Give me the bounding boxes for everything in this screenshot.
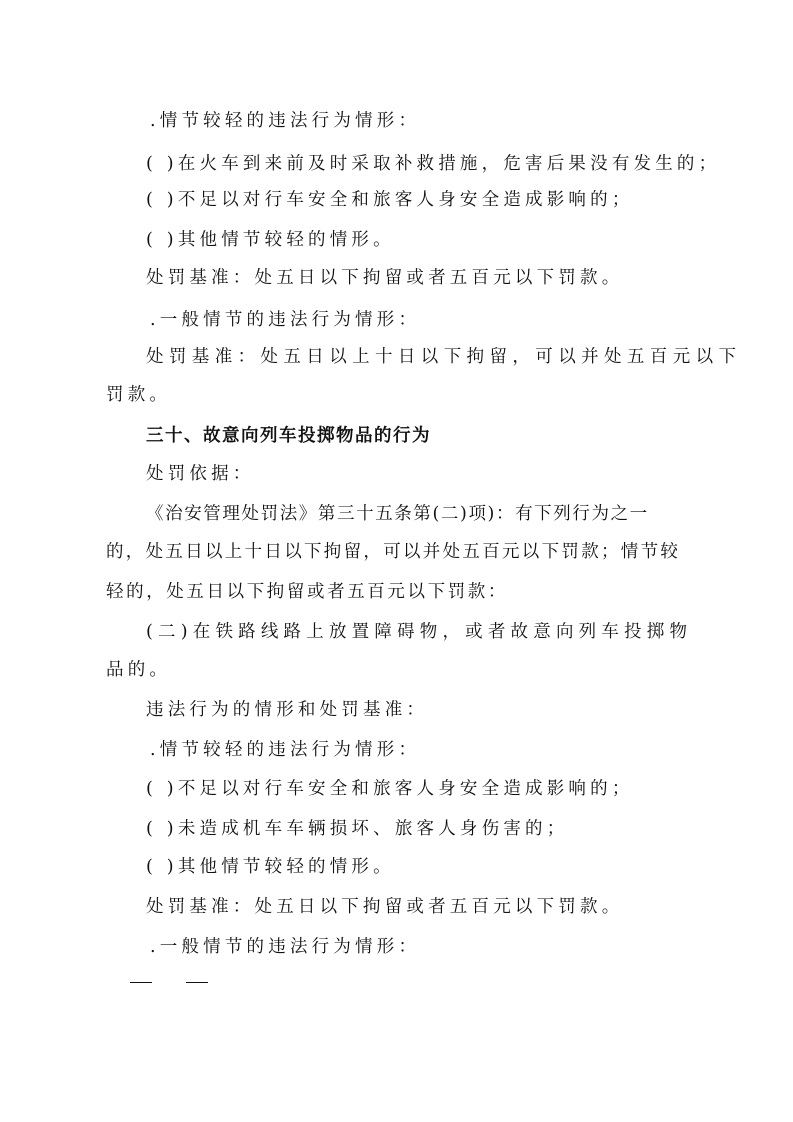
list-item: ( )在火车到来前及时采取补救措施，危害后果没有发生的； xyxy=(146,154,721,174)
list-item: ( )不足以对行车安全和旅客人身安全造成影响的； xyxy=(146,779,634,799)
section-heading: 三十、故意向列车投掷物品的行为 xyxy=(146,426,431,446)
dash-right xyxy=(186,982,208,983)
legal-citation-continued: 轻的，处五日以下拘留或者五百元以下罚款： xyxy=(106,582,508,602)
penalty-standard: 处罚基准：处五日以下拘留或者五百元以下罚款。 xyxy=(146,268,624,288)
legal-clause: (二)在铁路线路上放置障碍物，或者故意向列车投掷物 xyxy=(146,622,693,642)
dash-left xyxy=(130,982,152,983)
paragraph-general-circumstances: .一般情节的违法行为情形： xyxy=(150,310,421,330)
penalty-standard: 处罚基准：处五日以上十日以下拘留，可以并处五百元以下 xyxy=(146,347,742,367)
paragraph-minor-circumstances: .情节较轻的违法行为情形： xyxy=(150,111,421,131)
list-item: ( )其他情节较轻的情形。 xyxy=(146,857,395,877)
legal-clause-continued: 品的。 xyxy=(106,660,172,680)
legal-citation: 《治安管理处罚法》第三十五条第(二)项)：有下列行为之一 xyxy=(146,504,649,524)
legal-citation-continued: 的，处五日以上十日以下拘留，可以并处五百元以下罚款；情节较 xyxy=(106,542,681,562)
paragraph-general-circumstances: .一般情节的违法行为情形： xyxy=(150,937,421,957)
penalty-standard: 处罚基准：处五日以下拘留或者五百元以下罚款。 xyxy=(146,897,624,917)
list-item: ( )未造成机车车辆损坏、旅客人身伤害的； xyxy=(146,819,569,839)
paragraph-minor-circumstances: .情节较轻的违法行为情形： xyxy=(150,740,421,760)
penalty-standard-continued: 罚款。 xyxy=(106,385,172,405)
legal-basis-label: 处罚依据： xyxy=(146,464,255,484)
page-number-marker xyxy=(130,972,208,992)
subsection-label: 违法行为的情形和处罚基准： xyxy=(146,700,429,720)
list-item: ( )其他情节较轻的情形。 xyxy=(146,230,395,250)
list-item: ( )不足以对行车安全和旅客人身安全造成影响的； xyxy=(146,190,634,210)
